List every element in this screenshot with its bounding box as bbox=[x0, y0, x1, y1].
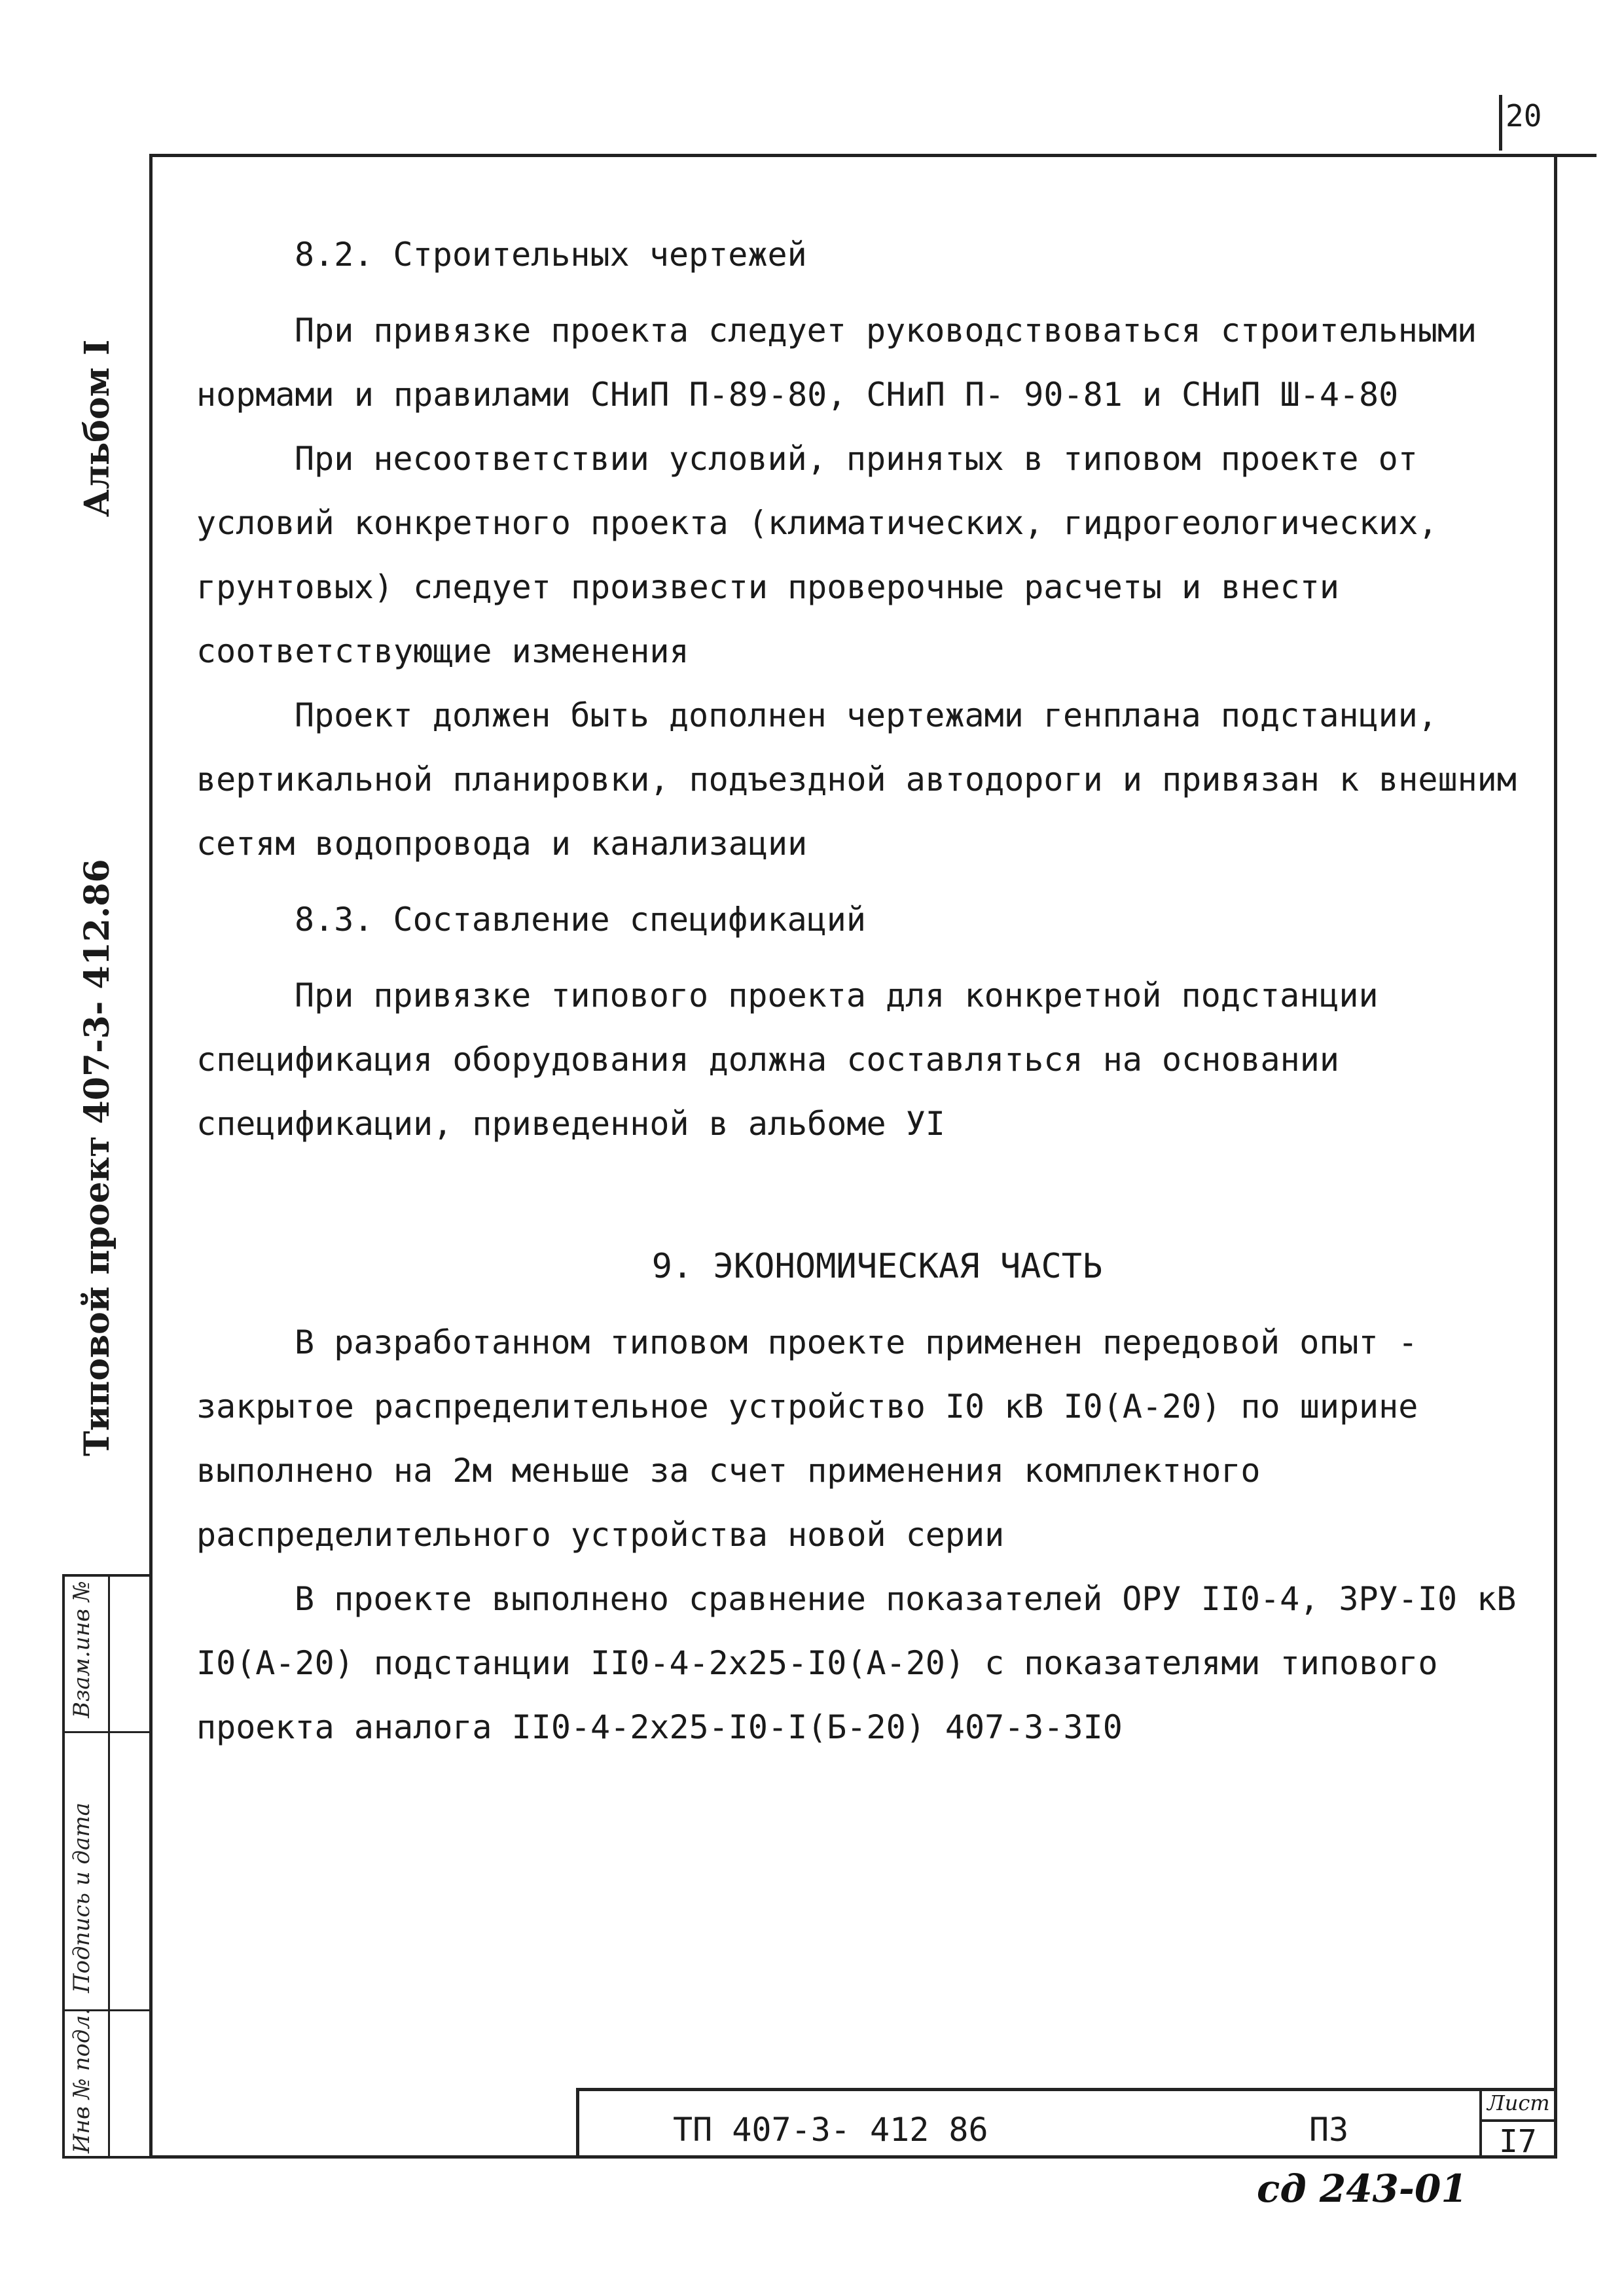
sheet-number-divider bbox=[1499, 95, 1502, 151]
frame-top-extension bbox=[1557, 154, 1597, 157]
section-8-2-paragraph-3: Проект должен быть дополнен чертежами генплана подстанции, вертикальной планировки, подъездной автодороги и привязан к внешним сетям водопровода и канализации bbox=[196, 696, 1517, 863]
document-body bbox=[196, 223, 1532, 1759]
sheet-number: 20 bbox=[1506, 98, 1542, 134]
binding-divider-1 bbox=[62, 1731, 149, 1733]
title-block-divider-vertical bbox=[1479, 2088, 1482, 2159]
section-8-2-paragraph-1: При привязке проекта следует руководствоваться строительными нормами и правилами СНиП П-89-80, СНиП П- 90-81 и СНиП Ш-4-80 bbox=[196, 312, 1477, 414]
binding-inv-orig: Инв № подл. bbox=[69, 2008, 95, 2153]
handwritten-archive-number: сд 243-01 bbox=[1257, 2166, 1468, 2211]
section-9-heading: 9. ЭКОНОМИЧЕСКАЯ ЧАСТЬ bbox=[651, 1247, 1103, 1286]
binding-divider-vertical bbox=[108, 1574, 110, 2159]
title-block-code: ТП 407-3- 412 86 bbox=[673, 2111, 988, 2149]
binding-sign-date: Подпись и дата bbox=[69, 1803, 95, 1993]
title-block-sheet-label: Лист bbox=[1487, 2090, 1550, 2115]
title-block-divider-horizontal bbox=[1479, 2119, 1557, 2122]
section-8-2-heading: 8.2. Строительных чертежей bbox=[295, 236, 807, 274]
section-8-3-heading: 8.3. Составление спецификаций bbox=[295, 901, 866, 939]
section-8-2-paragraph-2: При несоответствии условий, принятых в типовом проекте от условий конкретного проекта (климатических, гидрогеологических, грунтовых) следует произвести проверочные расчеты и внести соответствующие изменения bbox=[196, 440, 1438, 670]
album-label: Альбом I bbox=[77, 339, 117, 517]
project-label: Типовой проект 407-3- 412.86 bbox=[77, 859, 117, 1456]
binding-vzam-inv: Взам.инв № bbox=[69, 1581, 95, 1718]
section-8-3-paragraph-1: При привязке типового проекта для конкретной подстанции спецификация оборудования должна составляться на основании спецификации, приведенной в альбоме УI bbox=[196, 977, 1379, 1143]
title-block-doc-type: ПЗ bbox=[1309, 2111, 1349, 2149]
section-9-paragraph-2: В проекте выполнено сравнение показателей ОРУ II0-4, ЗРУ-I0 кВ I0(А-20) подстанции II0-4-2х25-I0(А-20) с показателями типового проекта аналога II0-4-2х25-I0-I(Б-20) 407-3-3I0 bbox=[196, 1580, 1517, 1746]
title-block-sheet-number: I7 bbox=[1499, 2123, 1537, 2160]
section-9-paragraph-1: В разработанном типовом проекте применен передовой опыт - закрытое распределительное устройство I0 кВ I0(А-20) по ширине выполнено на 2м меньше за счет применения комплектного распределительного устройства новой серии bbox=[196, 1323, 1418, 1554]
